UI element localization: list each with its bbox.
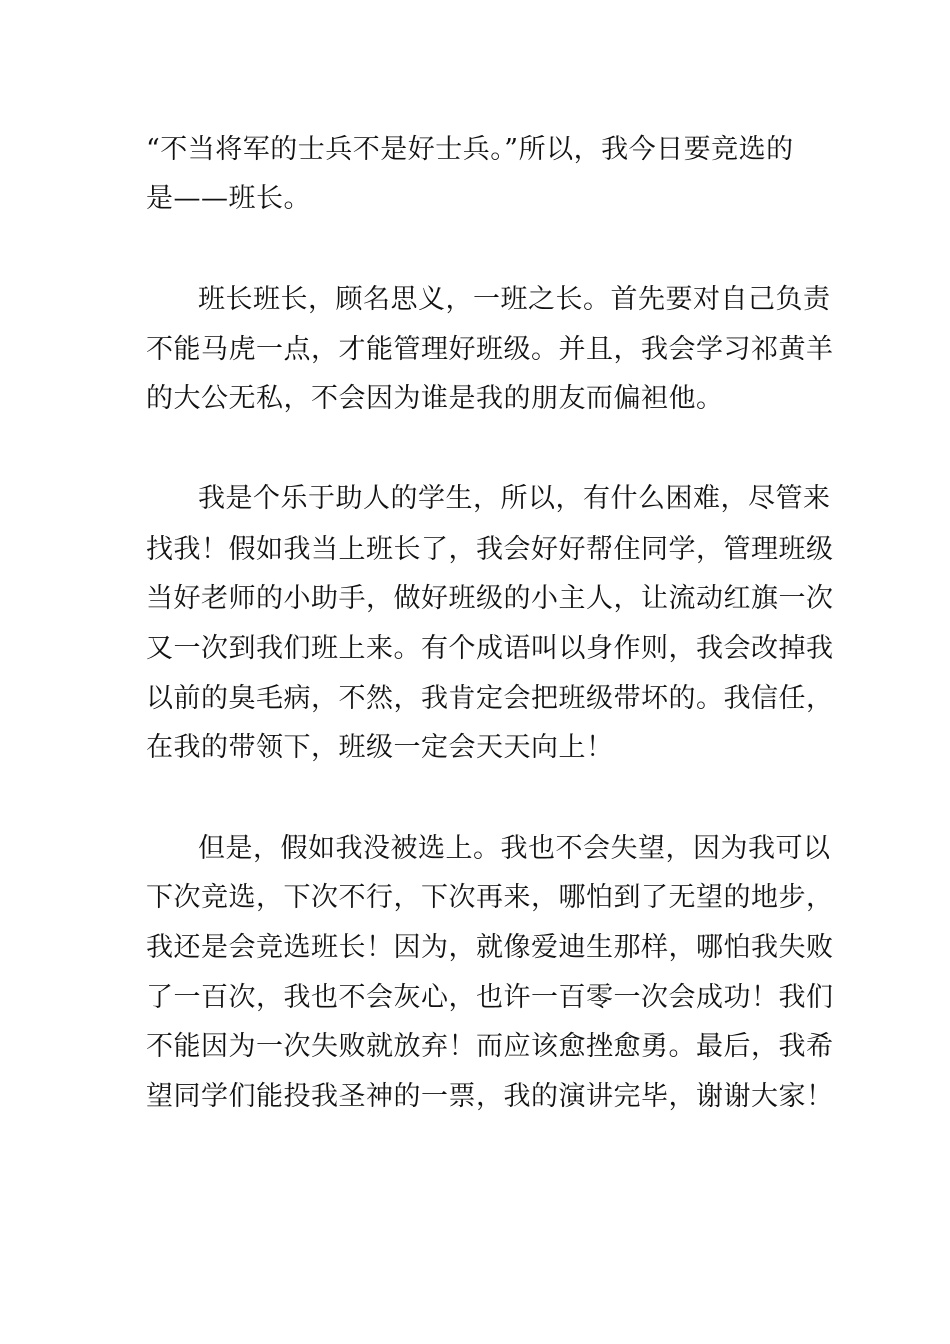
text-line: 找我！假如我当上班长了，我会好好帮住同学，管理班级 [146, 534, 834, 565]
text-line: 望同学们能投我圣神的一票，我的演讲完毕，谢谢大家！ [146, 1081, 834, 1112]
text-line: 班长班长，顾名思义，一班之长。首先要对自己负责 [198, 284, 831, 315]
text-line: “不当将军的士兵不是好士兵。”所以，我今日要竞选的 [146, 134, 794, 165]
text-line: 我还是会竞选班长！因为，就像爱迪生那样，哪怕我失败 [146, 932, 834, 963]
text-line: 的大公无私，不会因为谁是我的朋友而偏袒他。 [146, 383, 724, 414]
text-line: 又一次到我们班上来。有个成语叫以身作则，我会改掉我 [146, 633, 834, 664]
text-line: 我是个乐于助人的学生，所以，有什么困难，尽管来 [198, 483, 831, 514]
text-line: 下次竞选，下次不行，下次再来，哪怕到了无望的地步， [146, 882, 834, 913]
text-line: 了一百次，我也不会灰心，也许一百零一次会成功！我们 [146, 982, 834, 1013]
text-line: 在我的带领下，班级一定会天天向上！ [146, 732, 614, 763]
text-line: 以前的臭毛病，不然，我肯定会把班级带坏的。我信任， [146, 683, 834, 714]
text-line: 不能因为一次失败就放弃！而应该愈挫愈勇。最后，我希 [146, 1031, 834, 1062]
text-line: 是——班长。 [146, 183, 311, 214]
text-line: 当好老师的小助手，做好班级的小主人，让流动红旗一次 [146, 583, 834, 614]
text-line: 不能马虎一点，才能管理好班级。并且，我会学习祁黄羊 [146, 334, 834, 365]
text-line: 但是，假如我没被选上。我也不会失望，因为我可以 [198, 833, 831, 864]
